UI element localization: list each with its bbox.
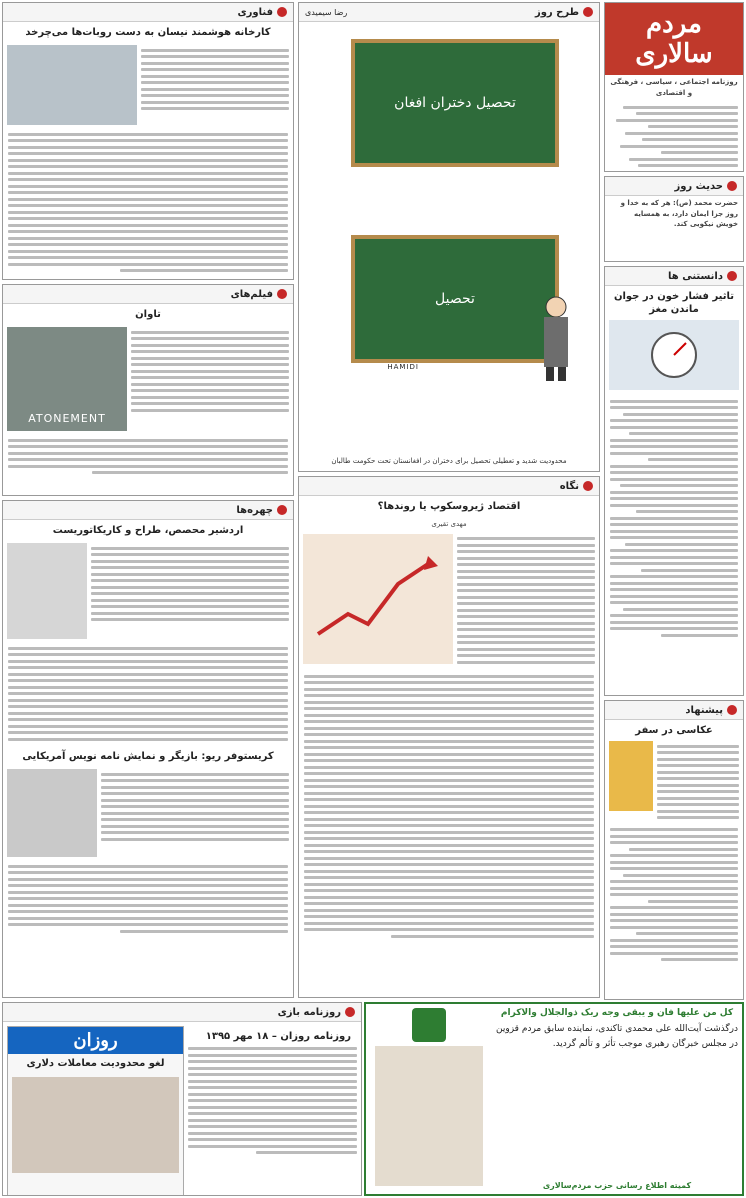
cartoon-header: طرح روز رضا سیمیدی bbox=[299, 3, 599, 22]
actor-title: کریستوفر ریو: بازیگر و نمایش نامه نویس آمریکایی bbox=[22, 751, 274, 762]
hadith-header: حدیث روز bbox=[605, 177, 743, 196]
cartoon-author: رضا سیمیدی bbox=[305, 7, 348, 17]
condolence-text: درگذشت آیت‌الله علی محمدی تاکندی، نماینده سابق مردم قزوین در مجلس خبرگان رهبری موجب تأثر و تألم گردید. bbox=[496, 1024, 738, 1050]
factory-robots-image bbox=[7, 45, 137, 125]
cartoon-box bbox=[298, 2, 600, 472]
view-title: اقتصاد ژیروسکوپ یا روندها؟ bbox=[377, 501, 521, 512]
party-logo-icon bbox=[412, 1008, 446, 1042]
actor-image bbox=[7, 769, 97, 857]
taliban-figure-icon bbox=[531, 293, 581, 383]
book-cover-image bbox=[609, 741, 653, 811]
portrait-image bbox=[7, 543, 87, 639]
bullet-icon bbox=[345, 1007, 355, 1017]
chalkboard-bottom: تحصیل bbox=[351, 235, 559, 363]
film-header: فیلم‌های bbox=[3, 285, 293, 304]
blood-pressure-image bbox=[609, 320, 739, 390]
tech-box bbox=[2, 2, 294, 280]
science-box bbox=[604, 266, 744, 696]
film-poster-image: ATONEMENT bbox=[7, 327, 127, 431]
cartoon-signature: HAMIDI bbox=[387, 363, 419, 371]
view-author: مهدی تقیری bbox=[431, 520, 467, 528]
science-header: دانستنی ها bbox=[605, 267, 743, 286]
masthead bbox=[604, 2, 744, 172]
faces-header: چهره‌ها bbox=[3, 501, 293, 520]
suggestion-box bbox=[604, 700, 744, 1000]
condolence-footer: کمیته اطلاع رسانی حزب مردم‌سالاری bbox=[542, 1181, 692, 1190]
faces-box bbox=[2, 500, 294, 998]
suggestion-header: پیشنهاد bbox=[605, 701, 743, 720]
bullet-icon bbox=[727, 705, 737, 715]
condolence-title: کل من علیها فان و یبقی وجه ربک ذوالجلال والاکرام bbox=[500, 1008, 734, 1018]
newspaper-logo: مردم سالاری bbox=[605, 3, 743, 75]
newspaper-header: روزنامه بازی bbox=[3, 1003, 361, 1022]
bullet-icon bbox=[277, 289, 287, 299]
newspaper-front-page bbox=[7, 1026, 184, 1196]
tagline: روزنامه اجتماعی ، سیاسی ، فرهنگی و اقتصادی bbox=[610, 78, 738, 97]
bullet-icon bbox=[583, 7, 593, 17]
view-header: نگاه bbox=[299, 477, 599, 496]
film-title: تاوان bbox=[135, 309, 161, 320]
cleric-portrait-image bbox=[375, 1046, 483, 1186]
bullet-icon bbox=[583, 481, 593, 491]
newspaper-title: روزنامه روزان – ۱۸ مهر ۱۳۹۵ bbox=[205, 1031, 351, 1042]
hadith-text: حضرت محمد (ص): هر که به خدا و روز جزا ایمان دارد، به همسایه خویش نیکویی کند. bbox=[620, 199, 738, 228]
bullet-icon bbox=[727, 271, 737, 281]
front-page-photo bbox=[12, 1077, 179, 1173]
bullet-icon bbox=[277, 7, 287, 17]
cartoon-caption: محدودیت شدید و تعطیلی تحصیل برای دختران در افغانستان تحت حکومت طالبان bbox=[331, 457, 567, 465]
gauge-icon bbox=[634, 325, 714, 385]
faces-title: اردشیر محصص، طراح و کاریکاتوریست bbox=[52, 525, 244, 536]
tech-header: فناوری bbox=[3, 3, 293, 22]
bullet-icon bbox=[277, 505, 287, 515]
condolence-box bbox=[364, 1002, 744, 1196]
growth-arrow-icon bbox=[308, 544, 448, 654]
economy-chart-image bbox=[303, 534, 453, 664]
view-box bbox=[298, 476, 600, 998]
newspaper-box bbox=[2, 1002, 362, 1196]
tech-title: کارخانه هوشمند نیسان به دست روبات‌ها می‌چرخد bbox=[25, 27, 271, 38]
science-title: تاثیر فشار خون در جوان ماندن مغز bbox=[613, 291, 735, 315]
bullet-icon bbox=[727, 181, 737, 191]
chalkboard-top: تحصیل دختران افغان bbox=[351, 39, 559, 167]
front-page-logo: روزان bbox=[8, 1027, 183, 1054]
front-page-headline: لغو محدودیت معاملات دلاری bbox=[26, 1058, 165, 1069]
film-box bbox=[2, 284, 294, 496]
hadith-box bbox=[604, 176, 744, 262]
suggestion-title: عکاسی در سفر bbox=[635, 725, 713, 736]
